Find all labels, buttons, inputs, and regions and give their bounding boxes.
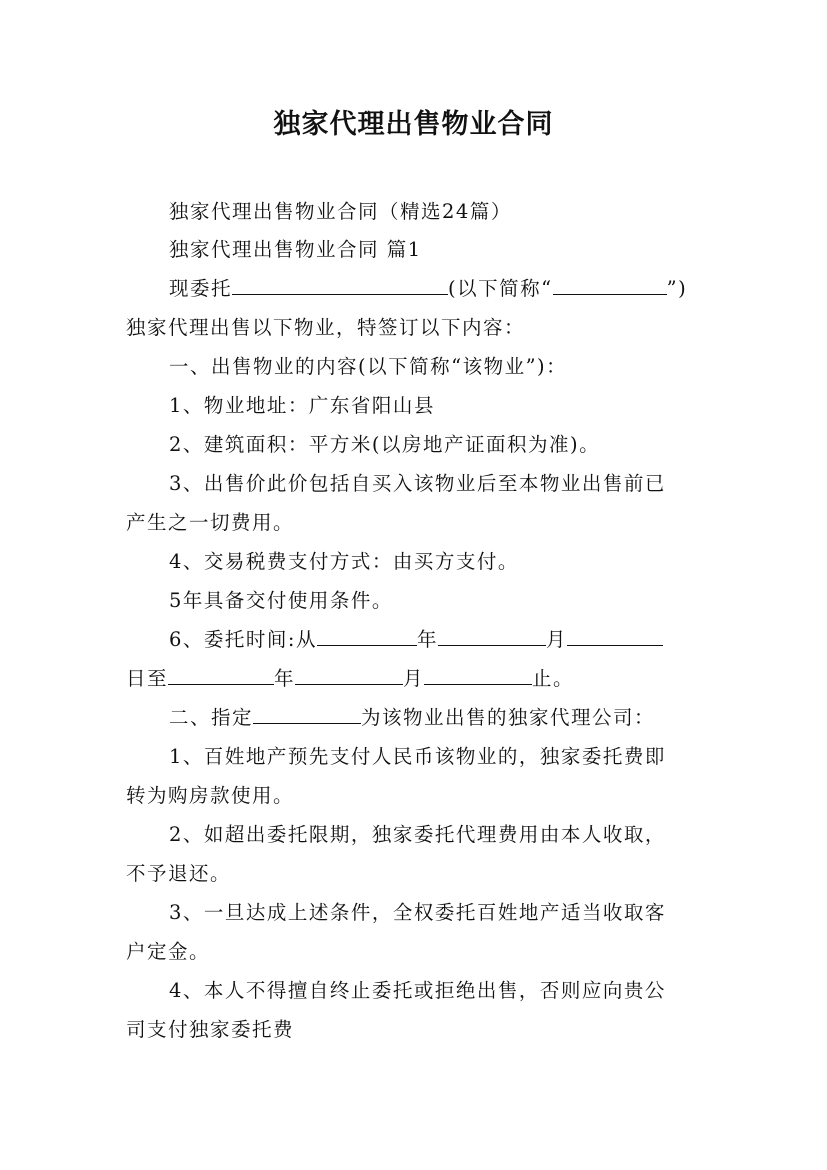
subtitle-line: 独家代理出售物业合同（精选24篇） [169, 200, 512, 223]
blank-line [567, 627, 663, 646]
text-fragment: 日至 [126, 667, 169, 690]
blank-line [232, 276, 448, 295]
blank-line [317, 627, 417, 646]
paragraph-line: 1、百姓地产预先支付人民币该物业的，独家委托费即 [169, 745, 666, 768]
text-fragment: 月 [403, 667, 425, 690]
paragraph-line: 独家代理出售以下物业，特签订以下内容： [126, 316, 526, 339]
paragraph-line [169, 627, 663, 653]
paragraph-line: 3、一旦达成上述条件，全权委托百姓地产适当收取客 [169, 901, 666, 924]
paragraph-line: 2、建筑面积：平方米(以房地产证面积为准)。 [169, 433, 601, 456]
paragraph-line [169, 276, 687, 302]
paragraph-line: 转为购房款使用。 [126, 784, 295, 807]
paragraph-line [126, 666, 574, 692]
paragraph-line: 户定金。 [126, 940, 211, 963]
text-fragment: (以下简称“ [448, 277, 553, 300]
blank-line [295, 666, 403, 685]
blank-line [253, 705, 361, 724]
text-fragment: ”) [666, 277, 688, 300]
section-heading: 独家代理出售物业合同 篇1 [169, 238, 422, 261]
text-fragment: 为该物业出售的独家代理公司： [361, 706, 656, 729]
text-fragment: 二、指定 [169, 706, 254, 729]
text-fragment: 止。 [532, 667, 575, 690]
blank-line [168, 666, 274, 685]
paragraph-line: 3、出售价此价包括自买入该物业后至本物业出售前已 [169, 472, 666, 495]
paragraph-line: 产生之一切费用。 [126, 511, 295, 534]
text-fragment: 年 [416, 628, 438, 651]
text-fragment: 6、委托时间:从 [169, 628, 317, 651]
paragraph-line: 不予退还。 [126, 862, 232, 885]
paragraph-line: 2、如超出委托限期，独家委托代理费用由本人收取， [169, 823, 666, 846]
blank-line [553, 276, 667, 295]
paragraph-line: 1、物业地址：广东省阳山县 [169, 394, 435, 417]
paragraph-line: 5年具备交付使用条件。 [169, 589, 393, 612]
text-fragment: 年 [274, 667, 296, 690]
blank-line [424, 666, 532, 685]
paragraph-line: 一、出售物业的内容(以下简称“该物业”)： [169, 355, 568, 378]
text-fragment: 现委托 [169, 277, 233, 300]
blank-line [438, 627, 546, 646]
document-title: 独家代理出售物业合同 [273, 109, 554, 140]
paragraph-line: 4、本人不得擅自终止委托或拒绝出售，否则应向贵公 [169, 979, 666, 1002]
paragraph-line [169, 705, 655, 731]
paragraph-line: 司支付独家委托费 [126, 1018, 295, 1041]
text-fragment: 月 [546, 628, 568, 651]
paragraph-line: 4、交易税费支付方式：由买方支付。 [169, 550, 519, 573]
